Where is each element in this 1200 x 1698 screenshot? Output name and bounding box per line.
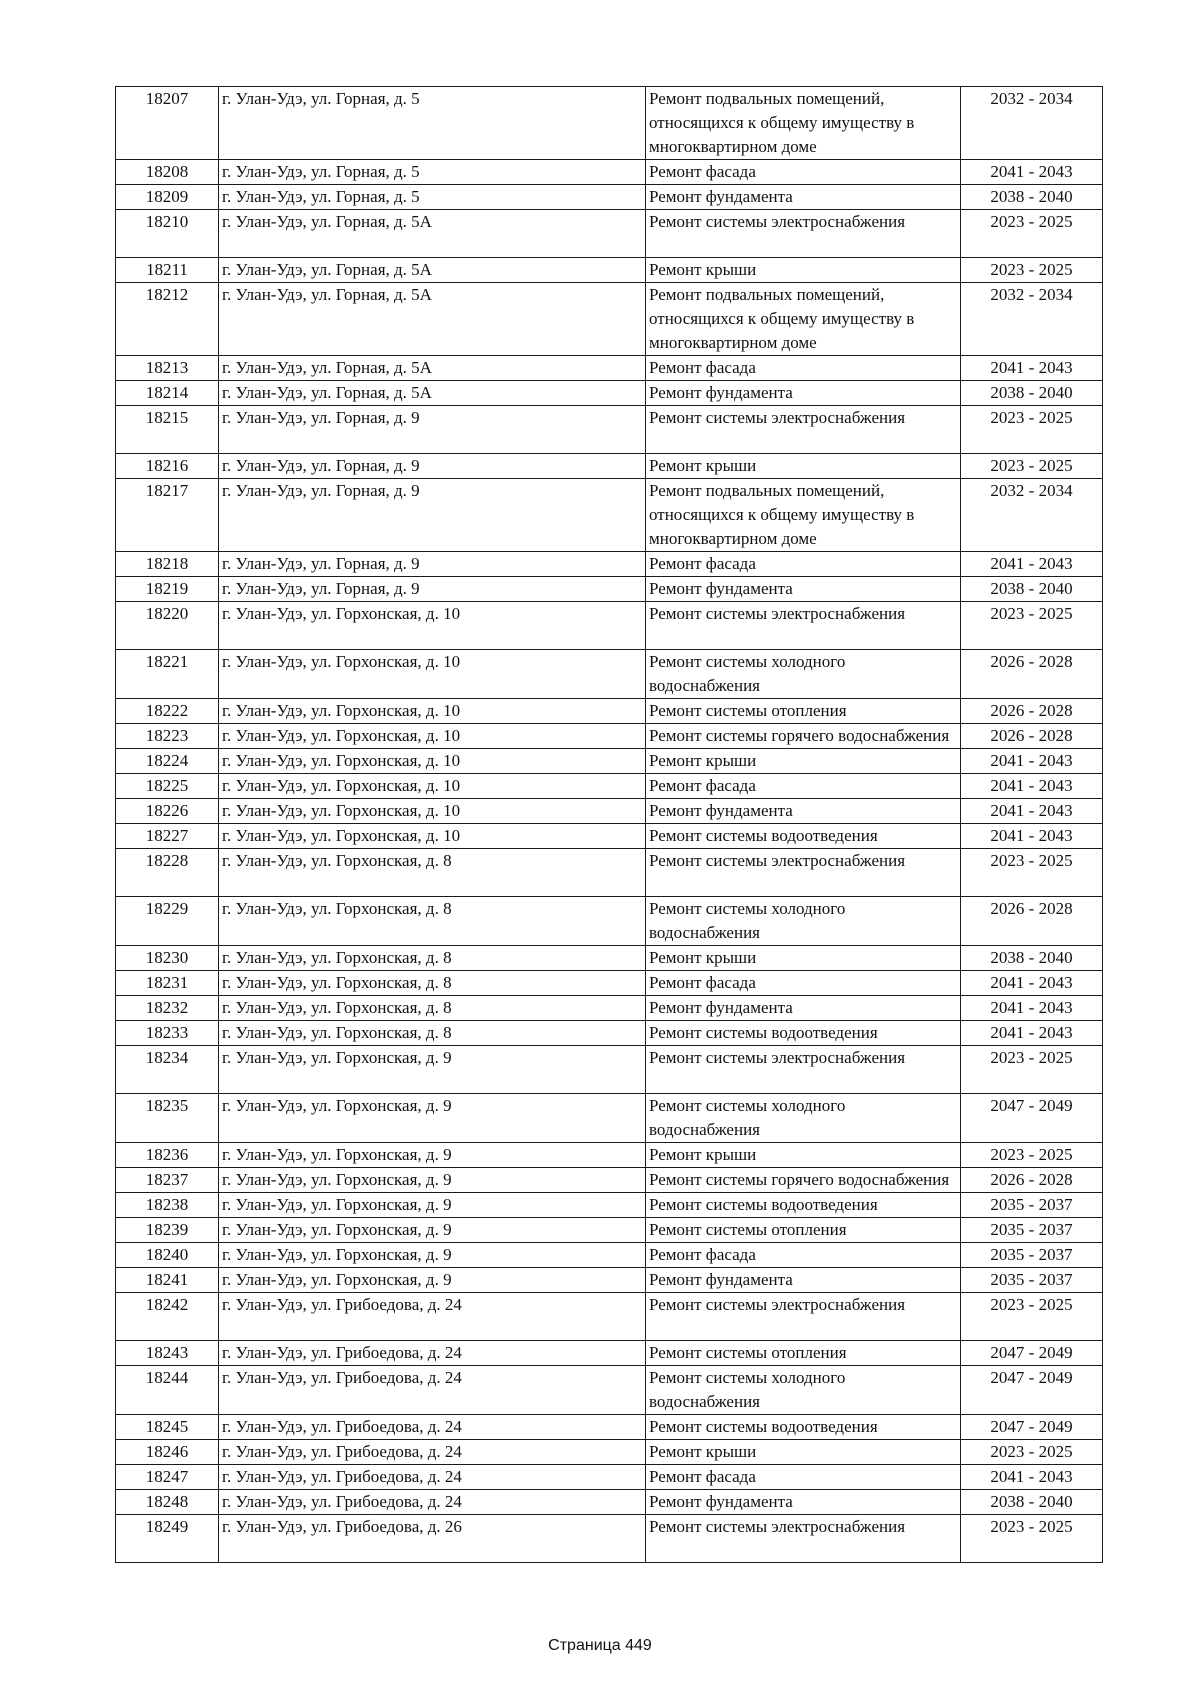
page-number: Страница 449 (548, 1637, 652, 1654)
row-number: 18232 (116, 996, 219, 1021)
table-row (116, 1366, 1103, 1415)
work-type-cell: Ремонт системы электроснабжения (646, 1293, 961, 1341)
address-cell: г. Улан-Удэ, ул. Горхонская, д. 8 (219, 946, 646, 971)
address-cell: г. Улан-Удэ, ул. Горхонская, д. 10 (219, 699, 646, 724)
period-cell: 2038 - 2040 (961, 185, 1103, 210)
address-cell: г. Улан-Удэ, ул. Грибоедова, д. 24 (219, 1293, 646, 1341)
work-type-cell: Ремонт фасада (646, 971, 961, 996)
table-row (116, 699, 1103, 724)
work-type-cell: Ремонт системы холодного водоснабжения (646, 1094, 961, 1143)
address-cell: г. Улан-Удэ, ул. Горхонская, д. 10 (219, 824, 646, 849)
table-row (116, 1415, 1103, 1440)
period-cell: 2032 - 2034 (961, 479, 1103, 552)
table-row (116, 1293, 1103, 1341)
row-number: 18242 (116, 1293, 219, 1341)
table-row (116, 1143, 1103, 1168)
row-number: 18213 (116, 356, 219, 381)
row-number: 18246 (116, 1440, 219, 1465)
row-number: 18245 (116, 1415, 219, 1440)
work-type-cell: Ремонт системы электроснабжения (646, 1515, 961, 1563)
row-number: 18231 (116, 971, 219, 996)
work-type-cell: Ремонт фундамента (646, 1490, 961, 1515)
period-cell: 2041 - 2043 (961, 996, 1103, 1021)
table-row (116, 160, 1103, 185)
table-row (116, 454, 1103, 479)
table-row (116, 996, 1103, 1021)
address-cell: г. Улан-Удэ, ул. Грибоедова, д. 24 (219, 1490, 646, 1515)
address-cell: г. Улан-Удэ, ул. Горная, д. 5А (219, 283, 646, 356)
table-row (116, 650, 1103, 699)
address-cell: г. Улан-Удэ, ул. Горхонская, д. 10 (219, 724, 646, 749)
address-cell: г. Улан-Удэ, ул. Горная, д. 5 (219, 185, 646, 210)
work-type-cell: Ремонт крыши (646, 1143, 961, 1168)
row-number: 18237 (116, 1168, 219, 1193)
table-row (116, 1440, 1103, 1465)
row-number: 18221 (116, 650, 219, 699)
address-cell: г. Улан-Удэ, ул. Горхонская, д. 10 (219, 774, 646, 799)
address-cell: г. Улан-Удэ, ул. Горная, д. 9 (219, 479, 646, 552)
work-type-cell: Ремонт подвальных помещений, относящихся к общему имуществу в многоквартирном доме (646, 479, 961, 552)
work-type-cell: Ремонт фундамента (646, 1268, 961, 1293)
address-cell: г. Улан-Удэ, ул. Горхонская, д. 9 (219, 1268, 646, 1293)
work-type-cell: Ремонт крыши (646, 258, 961, 283)
table-row (116, 824, 1103, 849)
address-cell: г. Улан-Удэ, ул. Горхонская, д. 8 (219, 897, 646, 946)
row-number: 18249 (116, 1515, 219, 1563)
row-number: 18239 (116, 1218, 219, 1243)
period-cell: 2041 - 2043 (961, 1021, 1103, 1046)
period-cell: 2023 - 2025 (961, 1440, 1103, 1465)
period-cell: 2026 - 2028 (961, 897, 1103, 946)
period-cell: 2023 - 2025 (961, 1046, 1103, 1094)
period-cell: 2041 - 2043 (961, 774, 1103, 799)
row-number: 18207 (116, 87, 219, 160)
table-row (116, 1490, 1103, 1515)
table-row (116, 577, 1103, 602)
work-type-cell: Ремонт фундамента (646, 577, 961, 602)
table-row (116, 1341, 1103, 1366)
work-type-cell: Ремонт системы водоотведения (646, 1021, 961, 1046)
address-cell: г. Улан-Удэ, ул. Горная, д. 9 (219, 406, 646, 454)
table-row (116, 1094, 1103, 1143)
period-cell: 2038 - 2040 (961, 381, 1103, 406)
work-type-cell: Ремонт фасада (646, 1465, 961, 1490)
period-cell: 2047 - 2049 (961, 1094, 1103, 1143)
period-cell: 2035 - 2037 (961, 1268, 1103, 1293)
address-cell: г. Улан-Удэ, ул. Грибоедова, д. 26 (219, 1515, 646, 1563)
row-number: 18248 (116, 1490, 219, 1515)
row-number: 18211 (116, 258, 219, 283)
period-cell: 2041 - 2043 (961, 749, 1103, 774)
period-cell: 2041 - 2043 (961, 552, 1103, 577)
work-type-cell: Ремонт фасада (646, 774, 961, 799)
work-type-cell: Ремонт крыши (646, 454, 961, 479)
period-cell: 2041 - 2043 (961, 356, 1103, 381)
period-cell: 2023 - 2025 (961, 1515, 1103, 1563)
period-cell: 2035 - 2037 (961, 1243, 1103, 1268)
address-cell: г. Улан-Удэ, ул. Горхонская, д. 8 (219, 996, 646, 1021)
table-row (116, 1168, 1103, 1193)
table-row (116, 1218, 1103, 1243)
period-cell: 2041 - 2043 (961, 971, 1103, 996)
work-type-cell: Ремонт системы водоотведения (646, 1415, 961, 1440)
period-cell: 2041 - 2043 (961, 824, 1103, 849)
work-type-cell: Ремонт системы электроснабжения (646, 602, 961, 650)
address-cell: г. Улан-Удэ, ул. Горхонская, д. 9 (219, 1193, 646, 1218)
period-cell: 2026 - 2028 (961, 650, 1103, 699)
row-number: 18208 (116, 160, 219, 185)
work-type-cell: Ремонт крыши (646, 749, 961, 774)
address-cell: г. Улан-Удэ, ул. Горхонская, д. 9 (219, 1094, 646, 1143)
row-number: 18236 (116, 1143, 219, 1168)
address-cell: г. Улан-Удэ, ул. Горхонская, д. 10 (219, 602, 646, 650)
work-type-cell: Ремонт системы холодного водоснабжения (646, 1366, 961, 1415)
row-number: 18235 (116, 1094, 219, 1143)
table-row (116, 258, 1103, 283)
work-type-cell: Ремонт фундамента (646, 381, 961, 406)
row-number: 18216 (116, 454, 219, 479)
period-cell: 2035 - 2037 (961, 1218, 1103, 1243)
table-row (116, 552, 1103, 577)
period-cell: 2023 - 2025 (961, 849, 1103, 897)
address-cell: г. Улан-Удэ, ул. Горная, д. 5А (219, 258, 646, 283)
row-number: 18223 (116, 724, 219, 749)
work-type-cell: Ремонт системы электроснабжения (646, 406, 961, 454)
work-type-cell: Ремонт фасада (646, 160, 961, 185)
work-type-cell: Ремонт фундамента (646, 185, 961, 210)
row-number: 18233 (116, 1021, 219, 1046)
work-type-cell: Ремонт фасада (646, 1243, 961, 1268)
work-type-cell: Ремонт системы электроснабжения (646, 1046, 961, 1094)
work-type-cell: Ремонт системы горячего водоснабжения (646, 724, 961, 749)
period-cell: 2041 - 2043 (961, 160, 1103, 185)
work-type-cell: Ремонт системы горячего водоснабжения (646, 1168, 961, 1193)
work-type-cell: Ремонт крыши (646, 946, 961, 971)
address-cell: г. Улан-Удэ, ул. Горхонская, д. 8 (219, 849, 646, 897)
address-cell: г. Улан-Удэ, ул. Горхонская, д. 9 (219, 1168, 646, 1193)
period-cell: 2023 - 2025 (961, 210, 1103, 258)
table-row (116, 1193, 1103, 1218)
table-row (116, 1515, 1103, 1563)
table-row (116, 946, 1103, 971)
table-row (116, 381, 1103, 406)
work-type-cell: Ремонт системы отопления (646, 699, 961, 724)
work-type-cell: Ремонт фундамента (646, 799, 961, 824)
table-row (116, 1046, 1103, 1094)
row-number: 18212 (116, 283, 219, 356)
table-row (116, 749, 1103, 774)
period-cell: 2035 - 2037 (961, 1193, 1103, 1218)
period-cell: 2047 - 2049 (961, 1341, 1103, 1366)
table-row (116, 356, 1103, 381)
table-row (116, 406, 1103, 454)
row-number: 18241 (116, 1268, 219, 1293)
work-type-cell: Ремонт системы электроснабжения (646, 210, 961, 258)
row-number: 18230 (116, 946, 219, 971)
row-number: 18220 (116, 602, 219, 650)
table-row (116, 971, 1103, 996)
row-number: 18240 (116, 1243, 219, 1268)
work-type-cell: Ремонт подвальных помещений, относящихся к общему имуществу в многоквартирном доме (646, 283, 961, 356)
row-number: 18228 (116, 849, 219, 897)
table-row (116, 799, 1103, 824)
address-cell: г. Улан-Удэ, ул. Горная, д. 5 (219, 87, 646, 160)
row-number: 18215 (116, 406, 219, 454)
address-cell: г. Улан-Удэ, ул. Горхонская, д. 8 (219, 971, 646, 996)
table-row (116, 479, 1103, 552)
work-type-cell: Ремонт фасада (646, 552, 961, 577)
row-number: 18229 (116, 897, 219, 946)
table-row (116, 724, 1103, 749)
period-cell: 2038 - 2040 (961, 1490, 1103, 1515)
work-type-cell: Ремонт системы электроснабжения (646, 849, 961, 897)
table-row (116, 897, 1103, 946)
address-cell: г. Улан-Удэ, ул. Грибоедова, д. 24 (219, 1440, 646, 1465)
work-type-cell: Ремонт фасада (646, 356, 961, 381)
row-number: 18226 (116, 799, 219, 824)
table-row (116, 1465, 1103, 1490)
row-number: 18210 (116, 210, 219, 258)
address-cell: г. Улан-Удэ, ул. Горхонская, д. 9 (219, 1046, 646, 1094)
address-cell: г. Улан-Удэ, ул. Горхонская, д. 9 (219, 1243, 646, 1268)
table-body (116, 87, 1103, 1563)
period-cell: 2023 - 2025 (961, 454, 1103, 479)
table-row (116, 849, 1103, 897)
row-number: 18225 (116, 774, 219, 799)
row-number: 18243 (116, 1341, 219, 1366)
address-cell: г. Улан-Удэ, ул. Горхонская, д. 10 (219, 799, 646, 824)
period-cell: 2032 - 2034 (961, 87, 1103, 160)
table-row (116, 185, 1103, 210)
period-cell: 2041 - 2043 (961, 1465, 1103, 1490)
address-cell: г. Улан-Удэ, ул. Грибоедова, д. 24 (219, 1415, 646, 1440)
row-number: 18224 (116, 749, 219, 774)
table-row (116, 602, 1103, 650)
period-cell: 2023 - 2025 (961, 602, 1103, 650)
work-type-cell: Ремонт фундамента (646, 996, 961, 1021)
table-row (116, 1268, 1103, 1293)
work-type-cell: Ремонт системы холодного водоснабжения (646, 897, 961, 946)
period-cell: 2038 - 2040 (961, 946, 1103, 971)
work-type-cell: Ремонт системы водоотведения (646, 1193, 961, 1218)
row-number: 18234 (116, 1046, 219, 1094)
address-cell: г. Улан-Удэ, ул. Горная, д. 5 (219, 160, 646, 185)
work-type-cell: Ремонт системы водоотведения (646, 824, 961, 849)
period-cell: 2026 - 2028 (961, 1168, 1103, 1193)
table-row (116, 87, 1103, 160)
address-cell: г. Улан-Удэ, ул. Горная, д. 5А (219, 210, 646, 258)
row-number: 18227 (116, 824, 219, 849)
period-cell: 2023 - 2025 (961, 258, 1103, 283)
address-cell: г. Улан-Удэ, ул. Горная, д. 9 (219, 577, 646, 602)
period-cell: 2026 - 2028 (961, 724, 1103, 749)
address-cell: г. Улан-Удэ, ул. Горхонская, д. 9 (219, 1218, 646, 1243)
address-cell: г. Улан-Удэ, ул. Горная, д. 9 (219, 454, 646, 479)
period-cell: 2023 - 2025 (961, 406, 1103, 454)
address-cell: г. Улан-Удэ, ул. Горная, д. 9 (219, 552, 646, 577)
address-cell: г. Улан-Удэ, ул. Горхонская, д. 9 (219, 1143, 646, 1168)
row-number: 18209 (116, 185, 219, 210)
row-number: 18244 (116, 1366, 219, 1415)
row-number: 18219 (116, 577, 219, 602)
table-row (116, 1021, 1103, 1046)
period-cell: 2026 - 2028 (961, 699, 1103, 724)
period-cell: 2032 - 2034 (961, 283, 1103, 356)
work-type-cell: Ремонт системы отопления (646, 1341, 961, 1366)
period-cell: 2047 - 2049 (961, 1415, 1103, 1440)
table-row (116, 210, 1103, 258)
table-row (116, 283, 1103, 356)
table-row (116, 1243, 1103, 1268)
period-cell: 2041 - 2043 (961, 799, 1103, 824)
address-cell: г. Улан-Удэ, ул. Горная, д. 5А (219, 381, 646, 406)
address-cell: г. Улан-Удэ, ул. Горхонская, д. 10 (219, 650, 646, 699)
period-cell: 2038 - 2040 (961, 577, 1103, 602)
table-row (116, 774, 1103, 799)
address-cell: г. Улан-Удэ, ул. Грибоедова, д. 24 (219, 1366, 646, 1415)
row-number: 18218 (116, 552, 219, 577)
address-cell: г. Улан-Удэ, ул. Горхонская, д. 8 (219, 1021, 646, 1046)
row-number: 18214 (116, 381, 219, 406)
address-cell: г. Улан-Удэ, ул. Горхонская, д. 10 (219, 749, 646, 774)
row-number: 18217 (116, 479, 219, 552)
work-type-cell: Ремонт крыши (646, 1440, 961, 1465)
work-type-cell: Ремонт системы холодного водоснабжения (646, 650, 961, 699)
address-cell: г. Улан-Удэ, ул. Грибоедова, д. 24 (219, 1341, 646, 1366)
work-type-cell: Ремонт системы отопления (646, 1218, 961, 1243)
row-number: 18222 (116, 699, 219, 724)
address-cell: г. Улан-Удэ, ул. Грибоедова, д. 24 (219, 1465, 646, 1490)
period-cell: 2023 - 2025 (961, 1143, 1103, 1168)
row-number: 18247 (116, 1465, 219, 1490)
address-cell: г. Улан-Удэ, ул. Горная, д. 5А (219, 356, 646, 381)
repair-schedule-table (115, 86, 1103, 1563)
period-cell: 2023 - 2025 (961, 1293, 1103, 1341)
row-number: 18238 (116, 1193, 219, 1218)
period-cell: 2047 - 2049 (961, 1366, 1103, 1415)
work-type-cell: Ремонт подвальных помещений, относящихся к общему имуществу в многоквартирном доме (646, 87, 961, 160)
